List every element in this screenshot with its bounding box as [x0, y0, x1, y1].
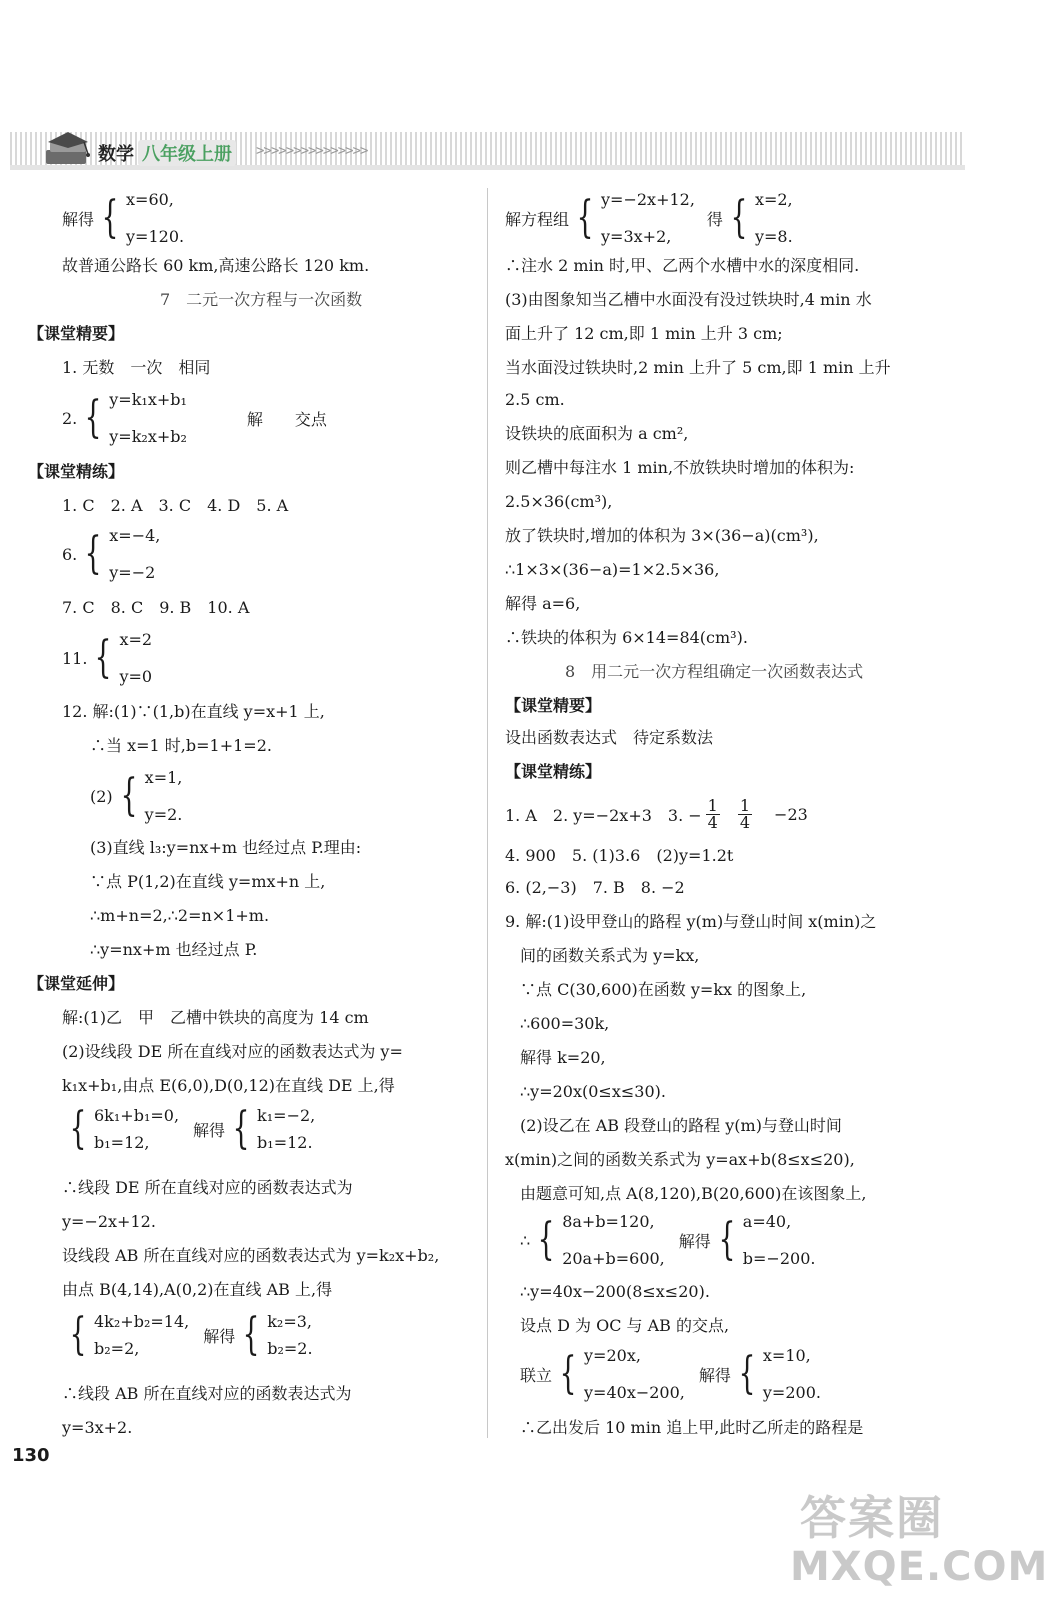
text-line: 2.5 cm. — [505, 390, 565, 409]
brace-icon: { — [576, 192, 594, 243]
heading-jinglian-2: 【课堂精练】 — [505, 762, 602, 781]
text-line: ∵点 C(30,600)在函数 y=kx 的图象上, — [520, 980, 807, 999]
brace-icon: { — [559, 1348, 577, 1399]
heading-yanshen: 【课堂延伸】 — [28, 974, 125, 993]
brace-icon: { — [738, 1348, 756, 1399]
eq: 8a+b=120, — [562, 1212, 655, 1231]
text: 解得 — [62, 209, 95, 229]
fraction — [738, 795, 752, 832]
answer-11-system — [62, 630, 152, 686]
text: 解得 — [193, 1120, 226, 1140]
text-line: 解得 a=6, — [505, 594, 581, 613]
fraction — [706, 795, 720, 832]
text-line: ∴600=30k, — [520, 1014, 610, 1033]
solution-system-1 — [62, 190, 184, 246]
text-line: 设线段 AB 所在直线对应的函数表达式为 y=k₂x+b₂, — [62, 1246, 440, 1265]
text-line: 1. C 2. A 3. C 4. D 5. A — [62, 496, 289, 515]
text-line: 12. 解:(1)∵(1,b)在直线 y=x+1 上, — [62, 702, 325, 721]
text-line: 1. 无数 一次 相同 — [62, 358, 211, 377]
heading-jingyao: 【课堂精要】 — [28, 324, 125, 343]
text-line: ∴m+n=2,∴2=n×1+m. — [90, 906, 270, 925]
text-line: (3)由图象知当乙槽中水面没有没过铁块时,4 min 水 — [505, 290, 872, 309]
brace-icon: { — [69, 1309, 87, 1360]
text: 联立 — [520, 1365, 553, 1385]
text: 6. — [62, 544, 78, 564]
text-line: 9. 解:(1)设甲登山的路程 y(m)与登山时间 x(min)之 — [505, 912, 877, 931]
eq: y=−2x+12, — [601, 190, 695, 209]
brace-icon: { — [69, 1103, 87, 1154]
text-line: ∴1×3×(36−a)=1×2.5×36, — [505, 560, 720, 579]
text-line: ∴y=20x(0≤x≤30). — [520, 1082, 666, 1101]
text: 2. — [62, 408, 78, 428]
text-line: (3)直线 l₃:y=nx+m 也经过点 P.理由: — [90, 838, 362, 857]
eq: y=20x, — [584, 1346, 641, 1365]
text-line: ∴y=nx+m 也经过点 P. — [90, 940, 258, 959]
eq: y=8. — [754, 227, 793, 246]
eq: 6k₁+b₁=0, — [94, 1106, 180, 1125]
eq: x=1, — [144, 768, 183, 787]
eq: a=40, — [742, 1212, 792, 1231]
solve-system — [505, 190, 793, 246]
eq: 20a+b=600, — [562, 1249, 665, 1268]
text: 解 交点 — [246, 409, 327, 429]
brace-icon: { — [537, 1214, 555, 1265]
eq: y=120. — [126, 227, 185, 246]
eq: x=−4, — [109, 526, 161, 545]
eq: b₂=2. — [267, 1339, 313, 1358]
text-line: 解:(1)乙 甲 乙槽中铁块的高度为 14 cm — [62, 1008, 369, 1027]
text-line: 2.5×36(cm³), — [505, 492, 613, 511]
text: 1. A 2. y=−2x+3 3. − — [505, 805, 702, 825]
text-line: 设点 D 为 OC 与 AB 的交点, — [520, 1316, 730, 1335]
text-line: y=−2x+12. — [62, 1212, 156, 1231]
eq: x=2 — [119, 630, 153, 649]
eq: y=k₁x+b₁ — [109, 390, 187, 409]
text-line: ∴线段 DE 所在直线对应的函数表达式为 — [62, 1178, 353, 1197]
text-line: 间的函数关系式为 y=kx, — [520, 946, 700, 965]
page-number-text: 130 — [12, 1445, 50, 1466]
denominator: 4 — [739, 812, 751, 832]
header-title — [98, 140, 236, 166]
text-line: 由题意可知,点 A(8,120),B(20,600)在该图象上, — [520, 1184, 867, 1203]
text-line: (2)设线段 DE 所在直线对应的函数表达式为 y= — [62, 1042, 403, 1061]
eq: k₁=−2, — [257, 1106, 316, 1125]
brace-icon: { — [120, 770, 138, 821]
q9-lianli-system — [520, 1346, 821, 1402]
text-line: 故普通公路长 60 km,高速公路长 120 km. — [62, 256, 370, 275]
eq: y=40x−200, — [584, 1383, 685, 1402]
column-divider — [487, 188, 488, 1438]
eq: b=−200. — [742, 1249, 816, 1268]
eq: y=−2 — [109, 563, 156, 582]
text-line: 当水面没过铁块时,2 min 上升了 5 cm,即 1 min 上升 — [505, 358, 891, 377]
answer-6-system — [62, 526, 160, 582]
eq: y=200. — [762, 1383, 821, 1402]
watermark-top: 答案圈 — [800, 1491, 944, 1545]
eq: b₁=12, — [94, 1133, 150, 1152]
q9-system — [520, 1212, 815, 1268]
text: 解得 — [678, 1231, 711, 1251]
brace-icon: { — [84, 392, 102, 443]
books-logo-icon — [40, 128, 96, 172]
text-line: 放了铁块时,增加的体积为 3×(36−a)(cm³), — [505, 526, 819, 545]
de-system — [62, 1103, 316, 1154]
heading-jinglian: 【课堂精练】 — [28, 462, 125, 481]
text-line: 则乙槽中每注水 1 min,不放铁块时增加的体积为: — [505, 458, 855, 477]
brace-icon: { — [101, 192, 119, 243]
text-line: 解得 k=20, — [520, 1048, 606, 1067]
header-subject: 数学 — [98, 144, 134, 165]
eq: y=k₂x+b₂ — [109, 427, 187, 446]
text: −23 — [774, 804, 808, 824]
text-line: 4. 900 5. (1)3.6 (2)y=1.2t — [505, 846, 734, 865]
text: (2) — [90, 786, 113, 806]
watermark-url: MXQE.COM — [790, 1544, 1048, 1590]
header-grade: 八年级上册 — [138, 140, 236, 166]
text-line: ∴铁块的体积为 6×14=84(cm³). — [505, 628, 748, 647]
answers-1-3 — [505, 794, 808, 834]
text-line: x(min)之间的函数关系式为 y=ax+b(8≤x≤20), — [505, 1150, 855, 1169]
text-line: 设出函数表达式 待定系数法 — [505, 728, 714, 747]
watermark — [790, 1482, 1048, 1597]
section-title-7: 7 二元一次方程与一次函数 — [160, 290, 363, 309]
text: 解得 — [203, 1326, 236, 1346]
text-line: ∴注水 2 min 时,甲、乙两个水槽中水的深度相同. — [505, 256, 860, 275]
eq: y=2. — [144, 805, 183, 824]
denominator: 4 — [707, 812, 718, 832]
eq: k₂=3, — [267, 1312, 312, 1331]
text-line: 7. C 8. C 9. B 10. A — [62, 598, 250, 617]
numerator: 1 — [707, 795, 718, 815]
brace-icon: { — [718, 1214, 736, 1265]
ab-system — [62, 1309, 313, 1360]
eq: y=0 — [119, 667, 153, 686]
section-title-8: 8 用二元一次方程组确定一次函数表达式 — [565, 662, 864, 681]
text: 11. — [62, 648, 88, 668]
eq: b₁=12. — [257, 1133, 313, 1152]
brace-icon: { — [730, 192, 748, 243]
header-arrows: >>>>>>>>>>>>>>> — [256, 143, 368, 159]
page-number — [12, 1445, 50, 1466]
text-line: (2)设乙在 AB 段登山的路程 y(m)与登山时间 — [520, 1116, 842, 1135]
brace-icon: { — [95, 632, 112, 683]
text-line: k₁x+b₁,由点 E(6,0),D(0,12)在直线 DE 上,得 — [62, 1076, 395, 1095]
text-line: 设铁块的底面积为 a cm², — [505, 424, 689, 443]
numerator: 1 — [739, 795, 751, 815]
brace-icon: { — [84, 528, 102, 579]
text-line: ∴当 x=1 时,b=1+1=2. — [90, 736, 272, 755]
brace-icon: { — [242, 1309, 260, 1360]
text: 得 — [706, 209, 723, 229]
eq: y=3x+2, — [601, 227, 672, 246]
eq: x=2, — [754, 190, 793, 209]
text-line: y=3x+2. — [62, 1418, 133, 1437]
heading-jingyao-2: 【课堂精要】 — [505, 696, 602, 715]
text-line: 6. (2,−3) 7. B 8. −2 — [505, 878, 685, 897]
answer-2-system — [62, 390, 327, 446]
eq: x=60, — [126, 190, 174, 209]
eq: 4k₂+b₂=14, — [94, 1312, 190, 1331]
text: 解方程组 — [505, 209, 570, 229]
text-line: 由点 B(4,14),A(0,2)在直线 AB 上,得 — [62, 1280, 333, 1299]
text-line: ∴乙出发后 10 min 追上甲,此时乙所走的路程是 — [520, 1418, 864, 1437]
answer-12-2-system — [90, 768, 182, 824]
eq: b₂=2, — [94, 1339, 140, 1358]
text-line: ∵点 P(1,2)在直线 y=mx+n 上, — [90, 872, 326, 891]
text-line: ∴线段 AB 所在直线对应的函数表达式为 — [62, 1384, 352, 1403]
text-line: 面上升了 12 cm,即 1 min 上升 3 cm; — [505, 324, 783, 343]
eq: x=10, — [762, 1346, 811, 1365]
text-line: ∴y=40x−200(8≤x≤20). — [520, 1282, 710, 1301]
text: 解得 — [698, 1365, 731, 1385]
brace-icon: { — [232, 1103, 250, 1154]
text: ∴ — [520, 1230, 531, 1250]
